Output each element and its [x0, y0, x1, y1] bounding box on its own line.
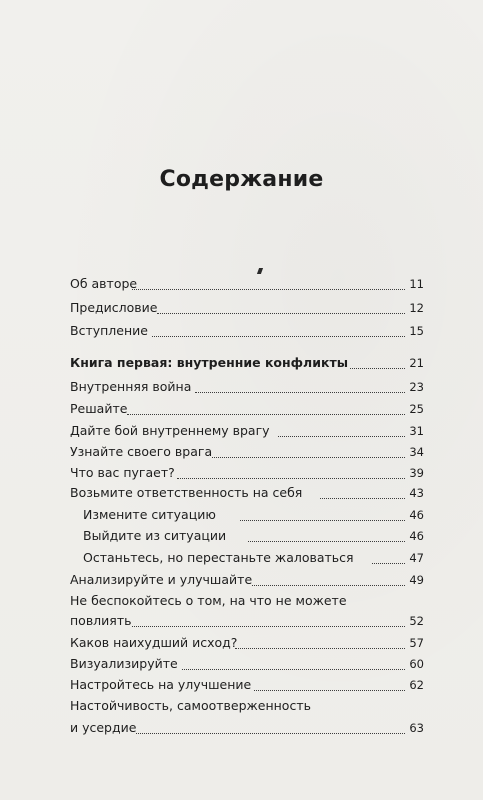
toc-entry-label: Об авторе — [70, 276, 138, 291]
toc-entry-label: Возьмите ответственность на себя — [70, 485, 303, 500]
toc-entry-label: Решайте — [70, 401, 128, 416]
toc-page-number: 23 — [409, 380, 424, 394]
toc-entry-label: Не беспокойтесь о том, на что не можете — [70, 593, 347, 608]
toc-entry-label: Визуализируйте — [70, 656, 178, 671]
toc-page-number: 57 — [409, 636, 424, 650]
toc-entry-label: Каков наихудший исход? — [70, 635, 238, 650]
toc-dot-leader — [240, 520, 405, 521]
toc-dot-leader — [195, 392, 405, 393]
toc-entry-label: Измените ситуацию — [83, 507, 216, 522]
toc-page-number: 15 — [409, 324, 424, 338]
toc-page-number: 46 — [409, 508, 424, 522]
toc-dot-leader — [127, 414, 405, 415]
toc-page-number: 31 — [409, 424, 424, 438]
toc-entry-label: Внутренняя война — [70, 379, 192, 394]
toc-dot-leader — [372, 563, 405, 564]
toc-entry-label: Что вас пугает? — [70, 465, 175, 480]
page-title: Содержание — [159, 167, 324, 192]
toc-entry-label: Анализируйте и улучшайте — [70, 572, 253, 587]
toc-page-number: 49 — [409, 573, 424, 587]
toc-entry-label: Настройтесь на улучшение — [70, 677, 252, 692]
toc-dot-leader — [157, 313, 405, 314]
toc-dot-leader — [177, 478, 405, 479]
toc-page-number: 46 — [409, 529, 424, 543]
toc-page-number: 21 — [409, 356, 424, 370]
toc-entry-label: Выйдите из ситуации — [83, 528, 227, 543]
toc-page-number: 11 — [409, 277, 424, 291]
toc-page-number: 52 — [409, 614, 424, 628]
toc-dot-leader — [235, 648, 405, 649]
toc-dot-leader — [254, 690, 405, 691]
toc-page-number: 12 — [409, 301, 424, 315]
toc-entry-label: Узнайте своего врага — [70, 444, 213, 459]
toc-page-number: 43 — [409, 486, 424, 500]
toc-page-number: 47 — [409, 551, 424, 565]
toc-entry-label: Книга первая: внутренние конфликты — [70, 355, 348, 370]
toc-page-number: 34 — [409, 445, 424, 459]
toc-entry-label: Настойчивость, самоотверженность — [70, 698, 311, 713]
toc-entry-label-continued: и усердие — [70, 720, 137, 735]
toc-page-number: 39 — [409, 466, 424, 480]
toc-dot-leader — [132, 626, 405, 627]
toc-dot-leader — [350, 368, 405, 369]
toc-dot-leader — [136, 733, 405, 734]
toc-entry-label: Останьтесь, но перестаньте жаловаться — [83, 550, 354, 565]
toc-dot-leader — [182, 669, 405, 670]
toc-page-number: 60 — [409, 657, 424, 671]
toc-entry-label: Вступление — [70, 323, 148, 338]
toc-page-number: 62 — [409, 678, 424, 692]
toc-page-number: 25 — [409, 402, 424, 416]
toc-dot-leader — [132, 289, 405, 290]
toc-entry-label-continued: повлиять — [70, 613, 132, 628]
toc-dot-leader — [152, 336, 405, 337]
toc-dot-leader — [278, 436, 405, 437]
toc-dot-leader — [248, 541, 405, 542]
toc-dot-leader — [320, 498, 405, 499]
toc-entry-label: Предисловие — [70, 300, 158, 315]
toc-page-number: 63 — [409, 721, 424, 735]
toc-entry-label: Дайте бой внутреннему врагу — [70, 423, 270, 438]
toc-dot-leader — [252, 585, 405, 586]
toc-dot-leader — [212, 457, 405, 458]
